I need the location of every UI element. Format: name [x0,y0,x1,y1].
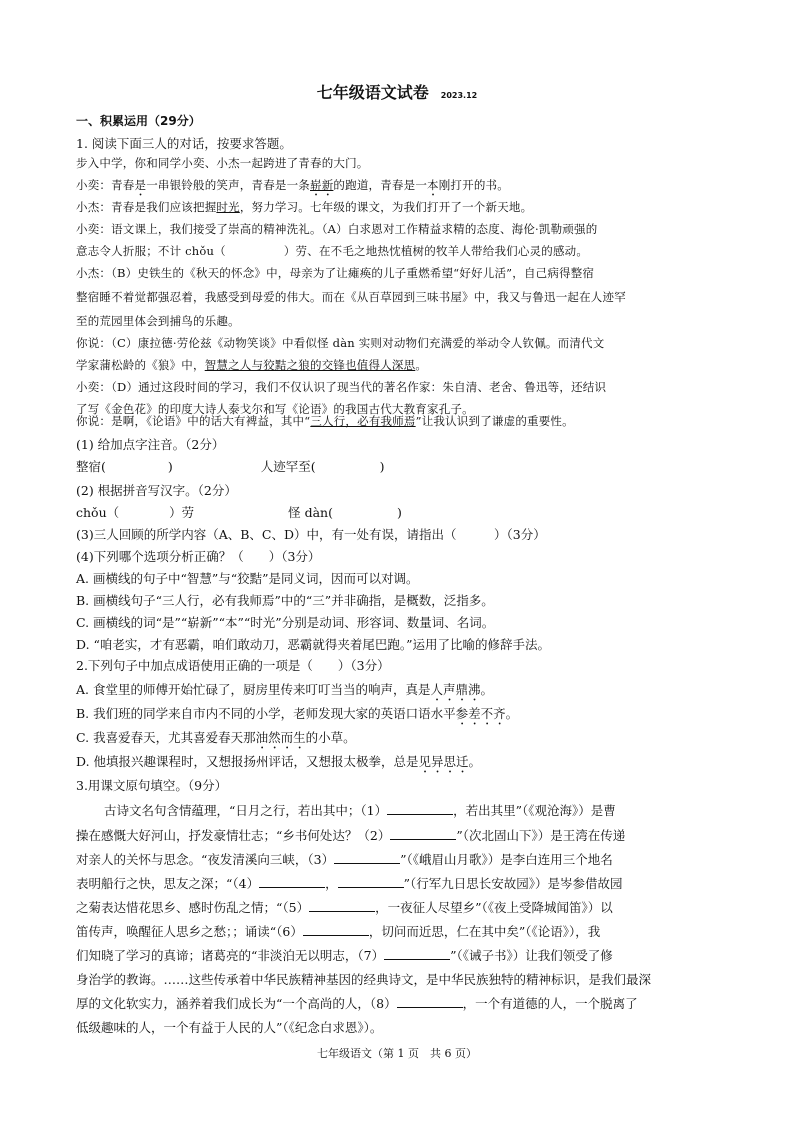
dialogue-line: 小奕：青春是一串银铃般的笑声，青春是一条崭新的跑道，青春是一本刚打开的书。 [76,178,509,192]
dotted-char: 本 [427,178,439,192]
question-1-stem: 1. 阅读下面三人的对话，按要求答题。 [76,136,292,151]
dialogue-line: 小奕：语文课上，我们接受了崇高的精神洗礼。（A）白求恩对工作精益求精的态度、海伦·凯勒顽强的 [76,222,598,236]
fill-blank-6[interactable] [303,923,369,936]
dialogue-line: 意志令人折服；不计 chǒu（ ）劳、在不毛之地热忱植树的牧羊人带给我们心灵的感动。 [76,244,589,258]
fill-blank-3[interactable] [334,851,400,864]
fill-paragraph-line: 对亲人的关怀与思念。“夜发清溪向三峡，（3） ”（《峨眉山月歌》）是李白连用三个地名 [76,852,613,867]
underlined-sentence: 智慧之人与狡黠之狼的交锋也值得人深思 [204,358,416,372]
dialogue-line: 了写《金色花》的印度大诗人泰戈尔和写《论语》的我国古代大教育家孔子。 [76,402,474,416]
subquestion-1-answers: 整宿( ) 人迹罕至( ) [76,459,385,474]
fill-paragraph-line: 们知晓了学习的真谛；诸葛亮的“非淡泊无以明志，（7） ”（《诫子书》）让我们领受了修 [76,948,613,963]
subquestion-1: (1) 给加点字注音。（2分） [76,437,225,452]
dialogue-line: 你说：是啊，《论语》中的话大有裨益，其中“三人行，必有我师焉”让我认识到了谦虚的重要性。 [76,414,574,428]
fill-paragraph-line: 表明船行之快，思友之深；“（4） ， ”（行军九日思长安故园》）是岑参借故园 [76,876,623,891]
fill-paragraph-line: 笛传声，唤醒征人思乡之愁；；诵读“（6） ，切问而近思，仁在其中矣”（《论语》），我 [76,924,601,939]
fill-blank-7[interactable] [384,947,450,960]
dialogue-line: 整宿睡不着觉都强忍着，我感受到母爱的伟大。而在《从百草园到三味书屋》中，我又与鲁迅一起在人迹罕 [76,290,626,304]
subquestion-2-answers: chǒu（ ）劳 怪 dàn( ) [76,505,402,520]
fill-paragraph-line: 厚的文化软实力，涵养着我们成长为“一个高尚的人，（8） ，一个有道德的人，一个脱离了 [76,996,638,1011]
fill-blank-5[interactable] [309,899,375,912]
subquestion-2: (2) 根据拼音写汉字。（2分） [76,483,237,498]
option-c: C. 画横线的词“是”“崭新”“本”“时光”分别是动词、形容词、数量词、名词。 [76,615,495,630]
dialogue-line: 学家蒲松龄的《狼》中，智慧之人与狡黠之狼的交锋也值得人深思。 [76,358,428,372]
question-3-stem: 3.用课文原句填空。（9分） [76,778,228,793]
fill-paragraph-line: 身治学的教诲。……这些传承着中华民族精神基因的经典诗文，是中华民族独特的精神标识，是我们最深 [76,972,652,987]
dotted-idiom: 油然而生 [255,730,306,745]
fill-blank-2[interactable] [390,827,456,840]
fill-blank-1[interactable] [387,802,453,815]
fill-blank-4b[interactable] [338,875,404,888]
option-b: B. 画横线句子“三人行，必有我师焉”中的“三”并非确指，是概数，泛指多。 [76,593,494,608]
fill-paragraph-line: 低级趣味的人，一个有益于人民的人”（《纪念白求恩》）。 [76,1020,383,1035]
page-footer: 七年级语文（第 1 页 共 6 页） [317,1047,477,1060]
dialogue-line: 小杰：（B）史铁生的《秋天的怀念》中，母亲为了让瘫痪的儿子重燃希望“好好儿活”，自己病得整宿 [76,266,595,280]
dotted-idiom: 人声鼎沸 [430,682,481,697]
fill-paragraph-line: 古诗文名句含情蕴理，“日月之行，若出其中；（1） ，若出其里”（《观沧海》）是曹 [104,803,616,818]
fill-blank-4a[interactable] [259,875,325,888]
option-a: A. 画横线的句子中“智慧”与“狡黠”是同义词，因而可以对调。 [76,571,419,586]
subquestion-4: (4)下列哪个选项分析正确？（ ）（3分） [76,549,321,564]
exam-title-line [0,80,794,103]
dialogue-intro: 步入中学，你和同学小奕、小杰一起跨进了青春的大门。 [76,156,369,170]
exam-title: 七年级语文试卷 [316,83,429,102]
option-a: A. 食堂里的师傅开始忙碌了，厨房里传来叮叮当当的响声，真是人声鼎沸。 [76,682,494,697]
option-c: C. 我喜爱春天，尤其喜爱春天那油然而生的小草。 [76,730,356,745]
exam-date: 2023.12 [440,91,478,100]
dialogue-line: 你说：（C）康拉德·劳伦兹《动物笑谈》中看似怪 dàn 实则对动物们充满爱的举动令人钦佩。而清代文 [76,336,605,350]
option-d: D. 他填报兴趣课程时，又想报扬州评话，又想报太极拳，总是见异思迁。 [76,754,482,769]
option-b: B. 我们班的同学来自市内不同的小学，老师发现大家的英语口语水平参差不齐。 [76,706,519,721]
dialogue-line: 小杰：青春是我们应该把握时光，努力学习。七年级的课文，为我们打开了一个新天地。 [76,200,533,214]
dialogue-line: 至的荒园里体会到捕鸟的乐趣。 [76,314,240,328]
option-d: D. “咱老实，才有恶霸，咱们敢动刀，恶霸就得夹着尾巴跑。”运用了比喻的修辞手法。 [76,637,551,652]
fill-paragraph-line: 操在感慨大好河山，抒发豪情壮志；“乡书何处达？（2） ”（次北固山下》）是王湾在传递 [76,828,626,843]
dotted-idiom: 见异思迁 [418,754,469,769]
fill-paragraph-line: 之菊表达惜花思乡、感时伤乱之情；“（5） ，一夜征人尽望乡”（《夜上受降城闻笛》）以 [76,900,613,915]
dotted-idiom: 参差不齐 [455,706,506,721]
dialogue-line: 小奕：（D）通过这段时间的学习，我们不仅认识了现当代的著名作家：朱自清、老舍、鲁迅等，还结识 [76,380,607,394]
dotted-word: 崭新 [310,178,334,192]
subquestion-3: (3)三人回顾的所学内容（A、B、C、D）中，有一处有误，请指出（ ）（3分） [76,527,546,542]
section-heading: 一、积累运用（29分） [76,114,201,128]
fill-blank-8[interactable] [397,995,463,1008]
dotted-char: 是 [134,178,147,192]
underlined-word: 时光 [216,200,240,214]
question-2-stem: 2.下列句子中加点成语使用正确的一项是（ ）（3分） [76,658,390,673]
underlined-quote: 三人行，必有我师焉 [310,414,416,428]
